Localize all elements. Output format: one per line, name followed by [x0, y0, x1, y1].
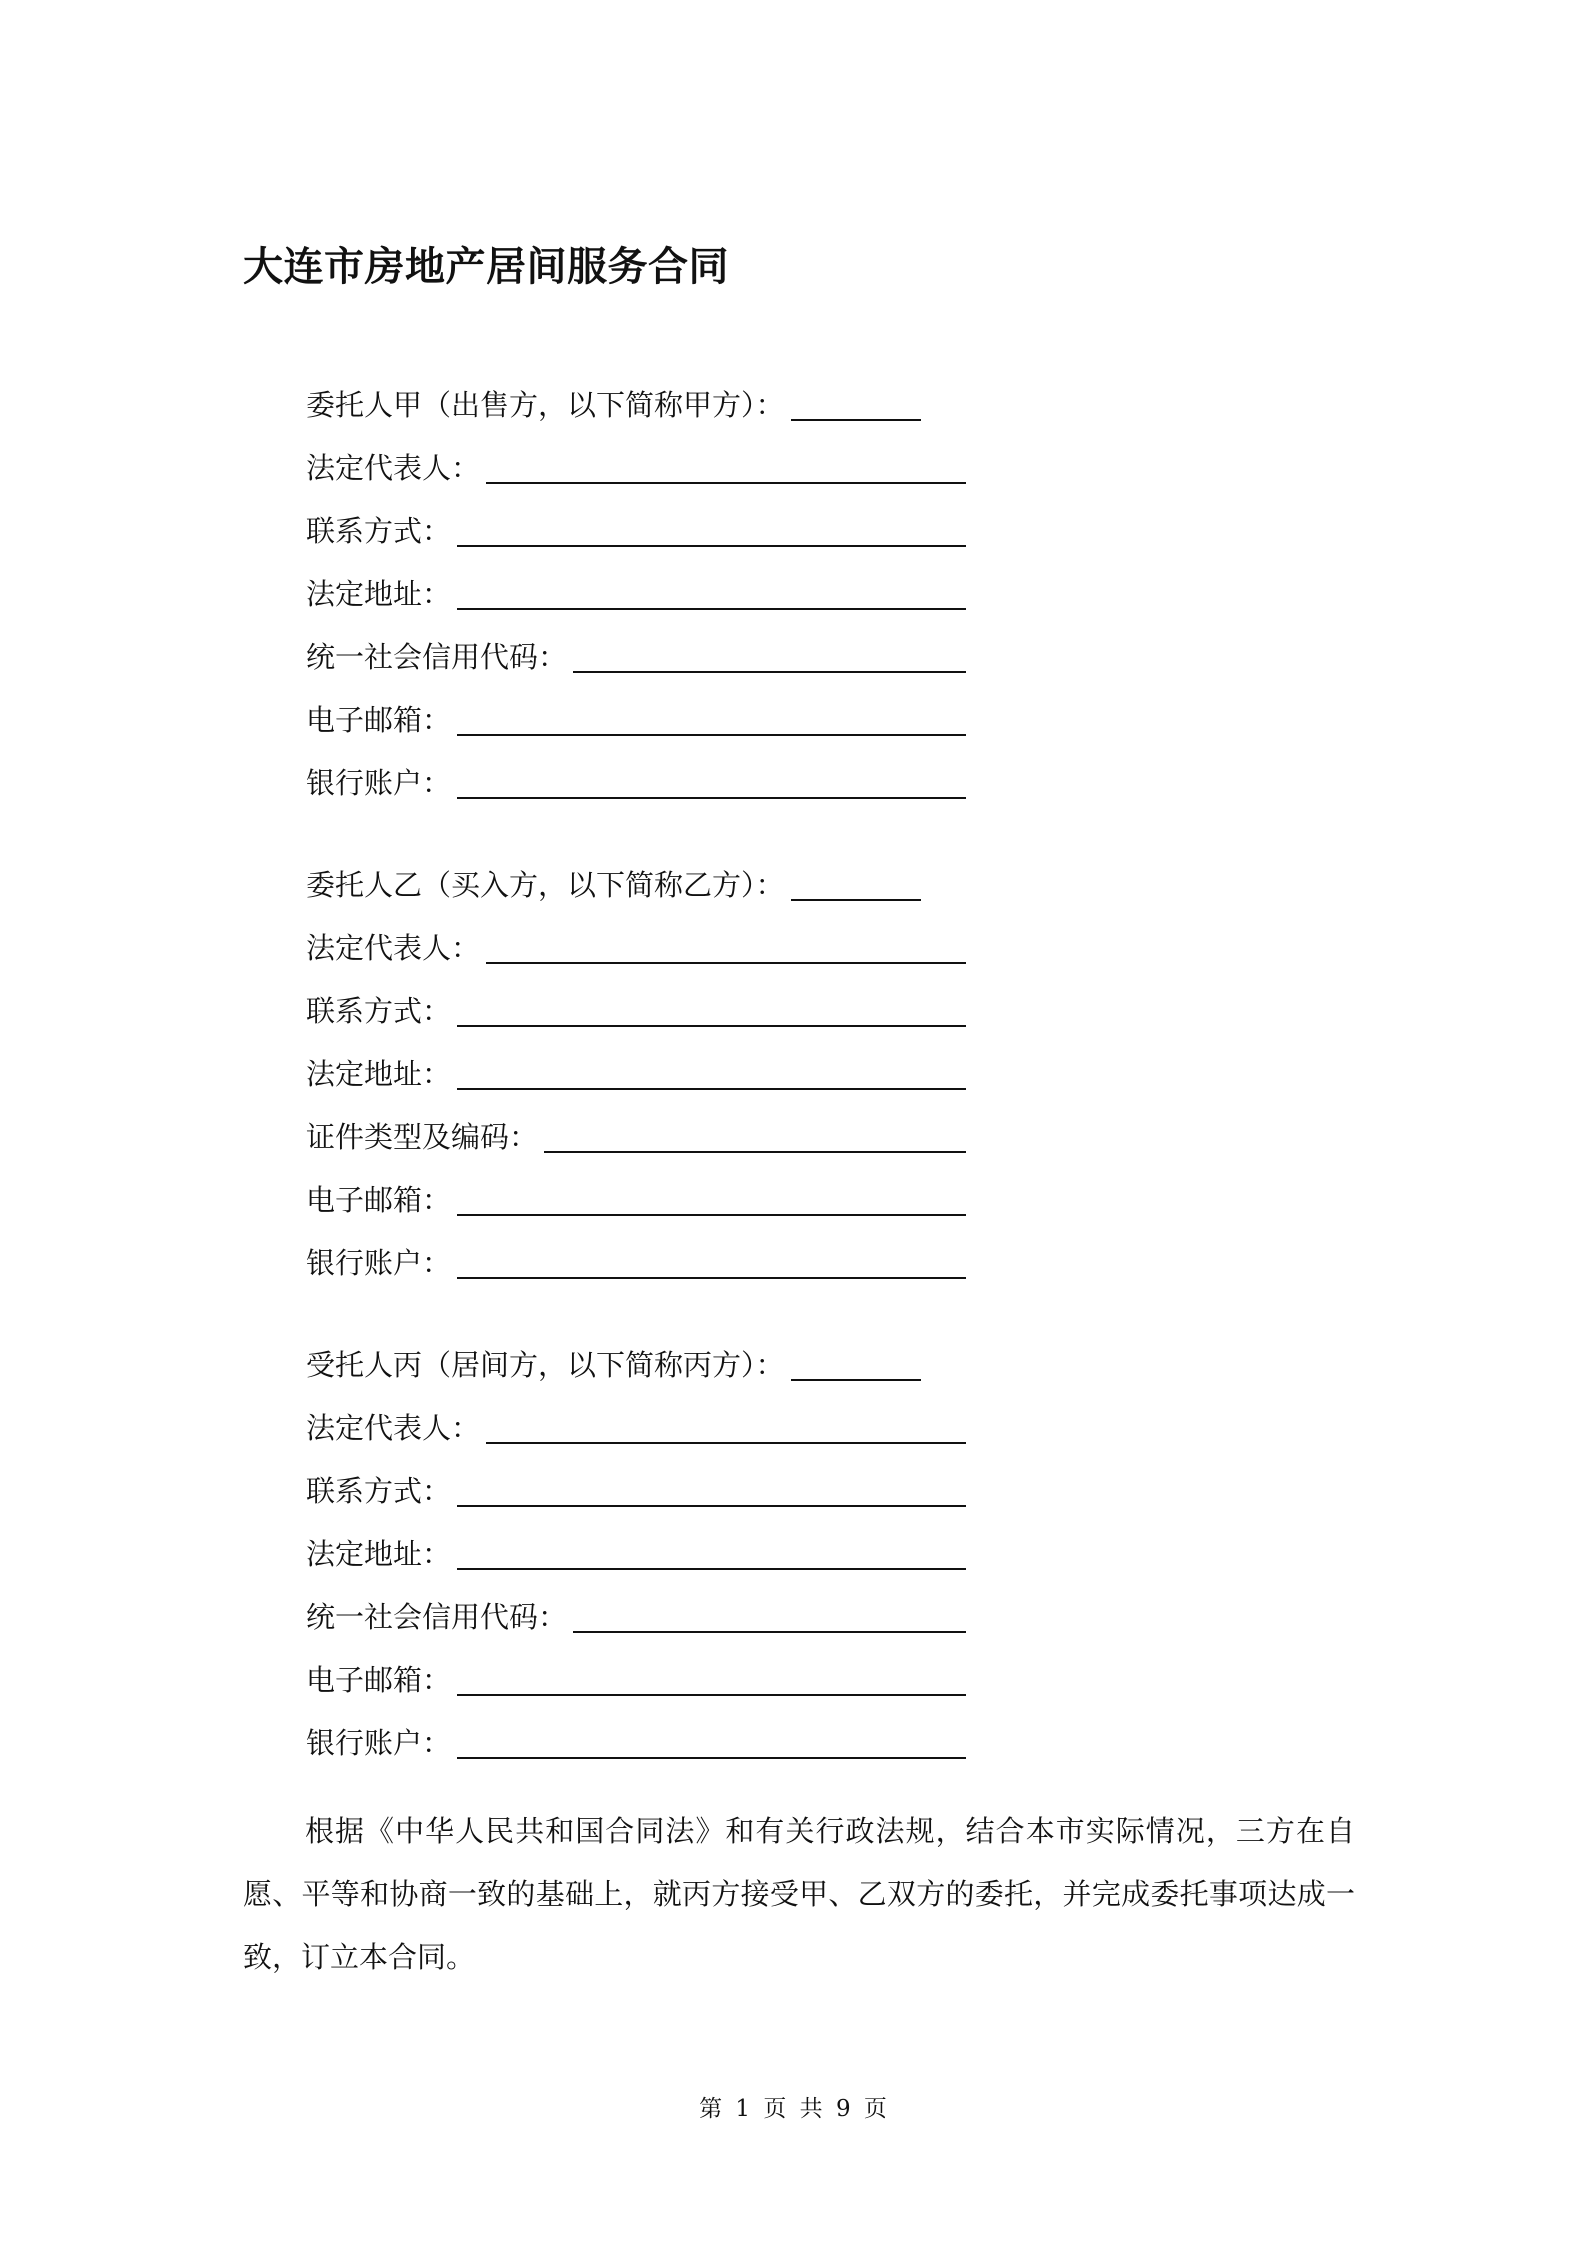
party-b-field-row [306, 1033, 966, 1096]
party-b-legal-rep-label: 法定代表人： [306, 931, 481, 965]
party-b-contact-blank[interactable] [457, 1024, 966, 1027]
party-b-legal-rep-blank[interactable] [486, 961, 966, 964]
party-b-address-blank[interactable] [457, 1087, 966, 1090]
party-b-field-row [306, 1096, 966, 1159]
party-a-address-blank[interactable] [457, 607, 966, 610]
party-b-section [306, 844, 966, 1285]
party-c-legal-rep-label: 法定代表人： [306, 1411, 481, 1445]
party-c-bank-label: 银行账户： [306, 1726, 452, 1760]
party-b-email-label: 电子邮箱： [306, 1183, 452, 1217]
party-c-credit-code-blank[interactable] [573, 1630, 966, 1633]
party-c-field-row [306, 1450, 966, 1513]
party-b-heading: 委托人乙（买入方，以下简称乙方）： [306, 868, 785, 902]
party-c-heading-row [306, 1324, 966, 1387]
party-c-heading: 受托人丙（居间方，以下简称丙方）： [306, 1348, 785, 1382]
party-a-address-label: 法定地址： [306, 577, 452, 611]
party-c-legal-rep-blank[interactable] [486, 1441, 966, 1444]
party-a-field-row [306, 616, 966, 679]
party-a-name-blank[interactable] [791, 418, 921, 421]
party-b-address-label: 法定地址： [306, 1057, 452, 1091]
party-a-field-row [306, 679, 966, 742]
party-b-email-blank[interactable] [457, 1213, 966, 1216]
party-a-credit-code-label: 统一社会信用代码： [306, 640, 568, 674]
party-b-bank-label: 银行账户： [306, 1246, 452, 1280]
party-b-field-row [306, 970, 966, 1033]
party-a-legal-rep-blank[interactable] [486, 481, 966, 484]
party-c-field-row [306, 1702, 966, 1765]
party-c-address-blank[interactable] [457, 1567, 966, 1570]
party-a-field-row [306, 490, 966, 553]
party-a-bank-blank[interactable] [457, 796, 966, 799]
party-b-heading-row [306, 844, 966, 907]
party-a-heading: 委托人甲（出售方，以下简称甲方）： [306, 388, 785, 422]
party-b-bank-blank[interactable] [457, 1276, 966, 1279]
party-c-field-row [306, 1513, 966, 1576]
party-b-field-row [306, 1159, 966, 1222]
party-c-credit-code-label: 统一社会信用代码： [306, 1600, 568, 1634]
intro-paragraph: 根据《中华人民共和国合同法》和有关行政法规，结合本市实际情况，三方在自愿、平等和协商一致的基础上，就丙方接受甲、乙双方的委托，并完成委托事项达成一致，订立本合同。 [243, 1814, 1355, 1974]
party-b-id-blank[interactable] [544, 1150, 966, 1153]
party-c-field-row [306, 1639, 966, 1702]
party-a-legal-rep-label: 法定代表人： [306, 451, 481, 485]
party-c-email-blank[interactable] [457, 1693, 966, 1696]
party-c-email-label: 电子邮箱： [306, 1663, 452, 1697]
party-b-contact-label: 联系方式： [306, 994, 452, 1028]
party-b-field-row [306, 907, 966, 970]
document-title: 大连市房地产居间服务合同 [243, 244, 729, 290]
party-a-bank-label: 银行账户： [306, 766, 452, 800]
party-a-field-row [306, 427, 966, 490]
party-c-field-row [306, 1387, 966, 1450]
party-a-credit-code-blank[interactable] [573, 670, 966, 673]
party-a-email-blank[interactable] [457, 733, 966, 736]
party-c-contact-label: 联系方式： [306, 1474, 452, 1508]
party-c-name-blank[interactable] [791, 1378, 921, 1381]
party-c-bank-blank[interactable] [457, 1756, 966, 1759]
party-c-section [306, 1324, 966, 1765]
page-number-footer: 第 1 页 共 9 页 [699, 2096, 887, 2122]
party-a-section [306, 364, 966, 805]
party-b-name-blank[interactable] [791, 898, 921, 901]
party-a-heading-row [306, 364, 966, 427]
party-c-address-label: 法定地址： [306, 1537, 452, 1571]
party-a-field-row [306, 553, 966, 616]
party-a-email-label: 电子邮箱： [306, 703, 452, 737]
party-c-contact-blank[interactable] [457, 1504, 966, 1507]
party-a-contact-label: 联系方式： [306, 514, 452, 548]
party-c-field-row [306, 1576, 966, 1639]
party-a-field-row [306, 742, 966, 805]
party-b-field-row [306, 1222, 966, 1285]
party-a-contact-blank[interactable] [457, 544, 966, 547]
party-b-id-label: 证件类型及编码： [306, 1120, 539, 1154]
